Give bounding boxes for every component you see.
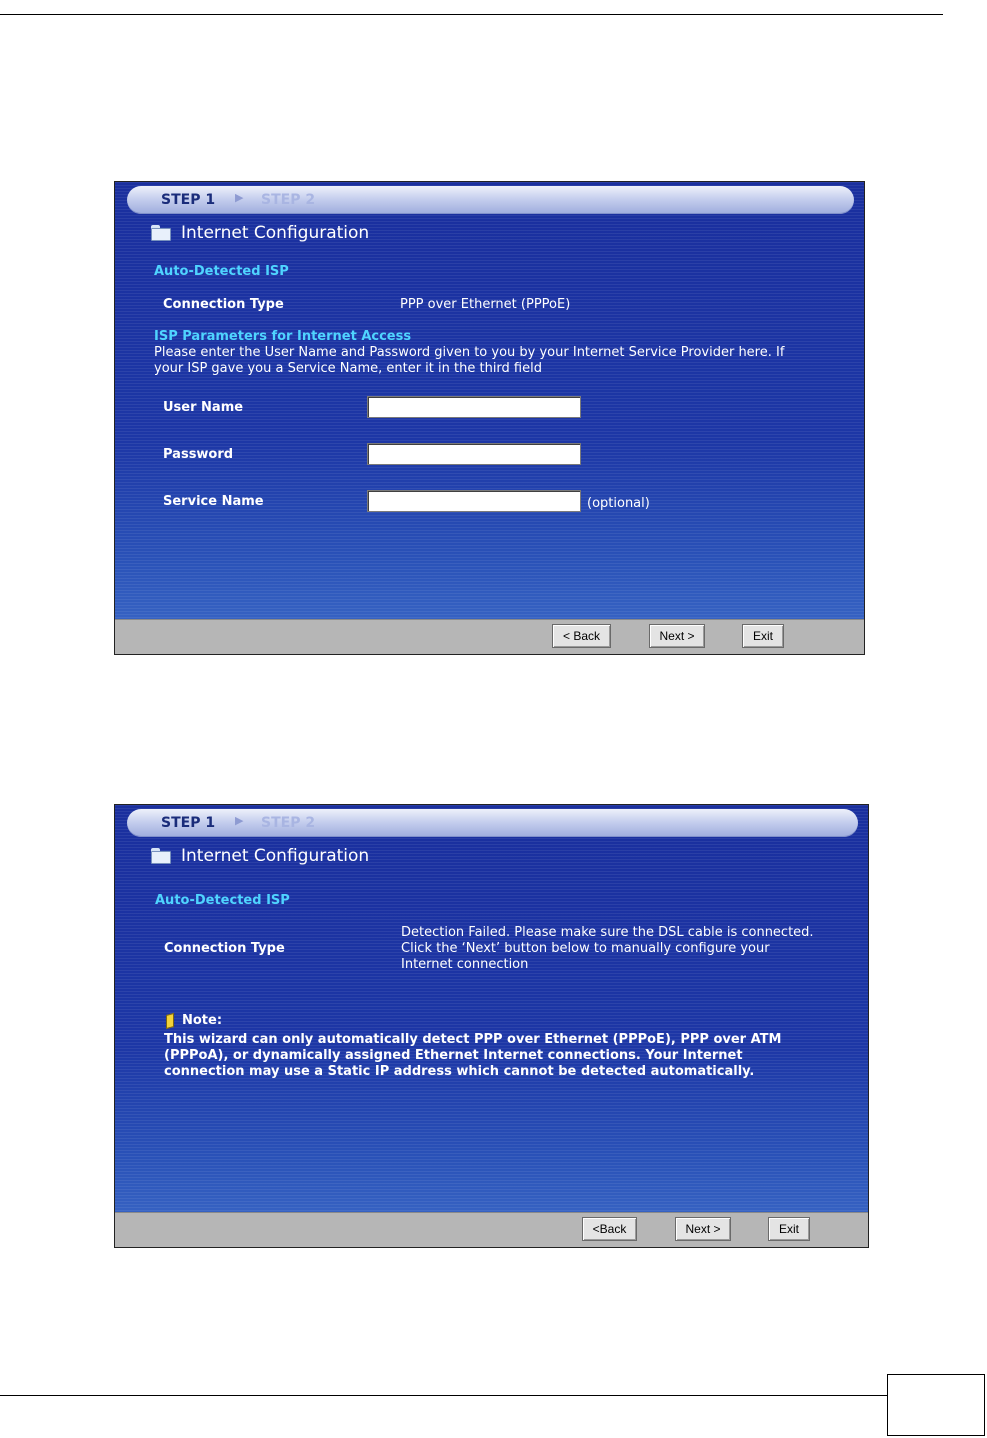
next-button[interactable]: Next > [649, 624, 705, 648]
connection-type-value: PPP over Ethernet (PPPoE) [400, 297, 571, 312]
page-title: Internet Configuration [181, 846, 370, 866]
step-1-indicator: STEP 1 [161, 192, 216, 208]
page-title: Internet Configuration [181, 223, 370, 243]
optional-hint: (optional) [587, 496, 650, 511]
exit-button[interactable]: Exit [768, 1217, 810, 1241]
username-input[interactable] [367, 396, 581, 418]
step-2-indicator: STEP 2 [261, 815, 316, 831]
service-name-label: Service Name [163, 494, 264, 509]
header-rule [0, 14, 943, 15]
exit-button[interactable]: Exit [742, 624, 784, 648]
next-button[interactable]: Next > [675, 1217, 731, 1241]
wizard-panel-step1-detection-failed [114, 804, 869, 1248]
section-isp-parameters: ISP Parameters for Internet Access [154, 329, 412, 344]
folder-icon [151, 848, 171, 864]
wizard-panel-step1-pppoe [114, 181, 865, 655]
back-button[interactable]: < Back [552, 624, 611, 648]
note-icon [164, 1014, 176, 1028]
service-name-input[interactable] [367, 490, 581, 512]
isp-parameters-description: Please enter the User Name and Password given to you by your Internet Service Provider here. If your ISP gave you a Service Name, enter it in the third field [154, 345, 785, 376]
footer-rule [0, 1395, 888, 1396]
connection-type-label: Connection Type [164, 941, 285, 956]
step-bar [127, 186, 854, 214]
section-auto-detected-isp: Auto-Detected ISP [154, 264, 289, 279]
button-bar [115, 1212, 868, 1247]
folder-icon [151, 225, 171, 241]
step-1-indicator: STEP 1 [161, 815, 216, 831]
connection-type-label: Connection Type [163, 297, 284, 312]
step-2-indicator: STEP 2 [261, 192, 316, 208]
step-arrow-icon: ▶ [235, 814, 244, 827]
section-auto-detected-isp: Auto-Detected ISP [155, 893, 290, 908]
button-bar [115, 619, 864, 654]
username-label: User Name [163, 400, 244, 415]
back-button[interactable]: <Back [582, 1217, 637, 1241]
detection-failed-message: Detection Failed. Please make sure the DSL cable is connected. Click the ‘Next’ button below to manually configure your Internet connection [401, 925, 814, 972]
note-heading: Note: [164, 1013, 222, 1028]
note-text: This wizard can only automatically detect PPP over Ethernet (PPPoE), PPP over ATM (PPPoA), or dynamically assigned Ethernet Internet connections. Your Internet connection may use a Static IP address which cannot be detected automatically. [164, 1032, 782, 1079]
step-bar [127, 809, 858, 837]
password-label: Password [163, 447, 234, 462]
page-title-row [151, 846, 369, 866]
page-title-row [151, 223, 369, 243]
password-input[interactable] [367, 443, 581, 465]
page-number-box [887, 1374, 985, 1436]
step-arrow-icon: ▶ [235, 191, 244, 204]
